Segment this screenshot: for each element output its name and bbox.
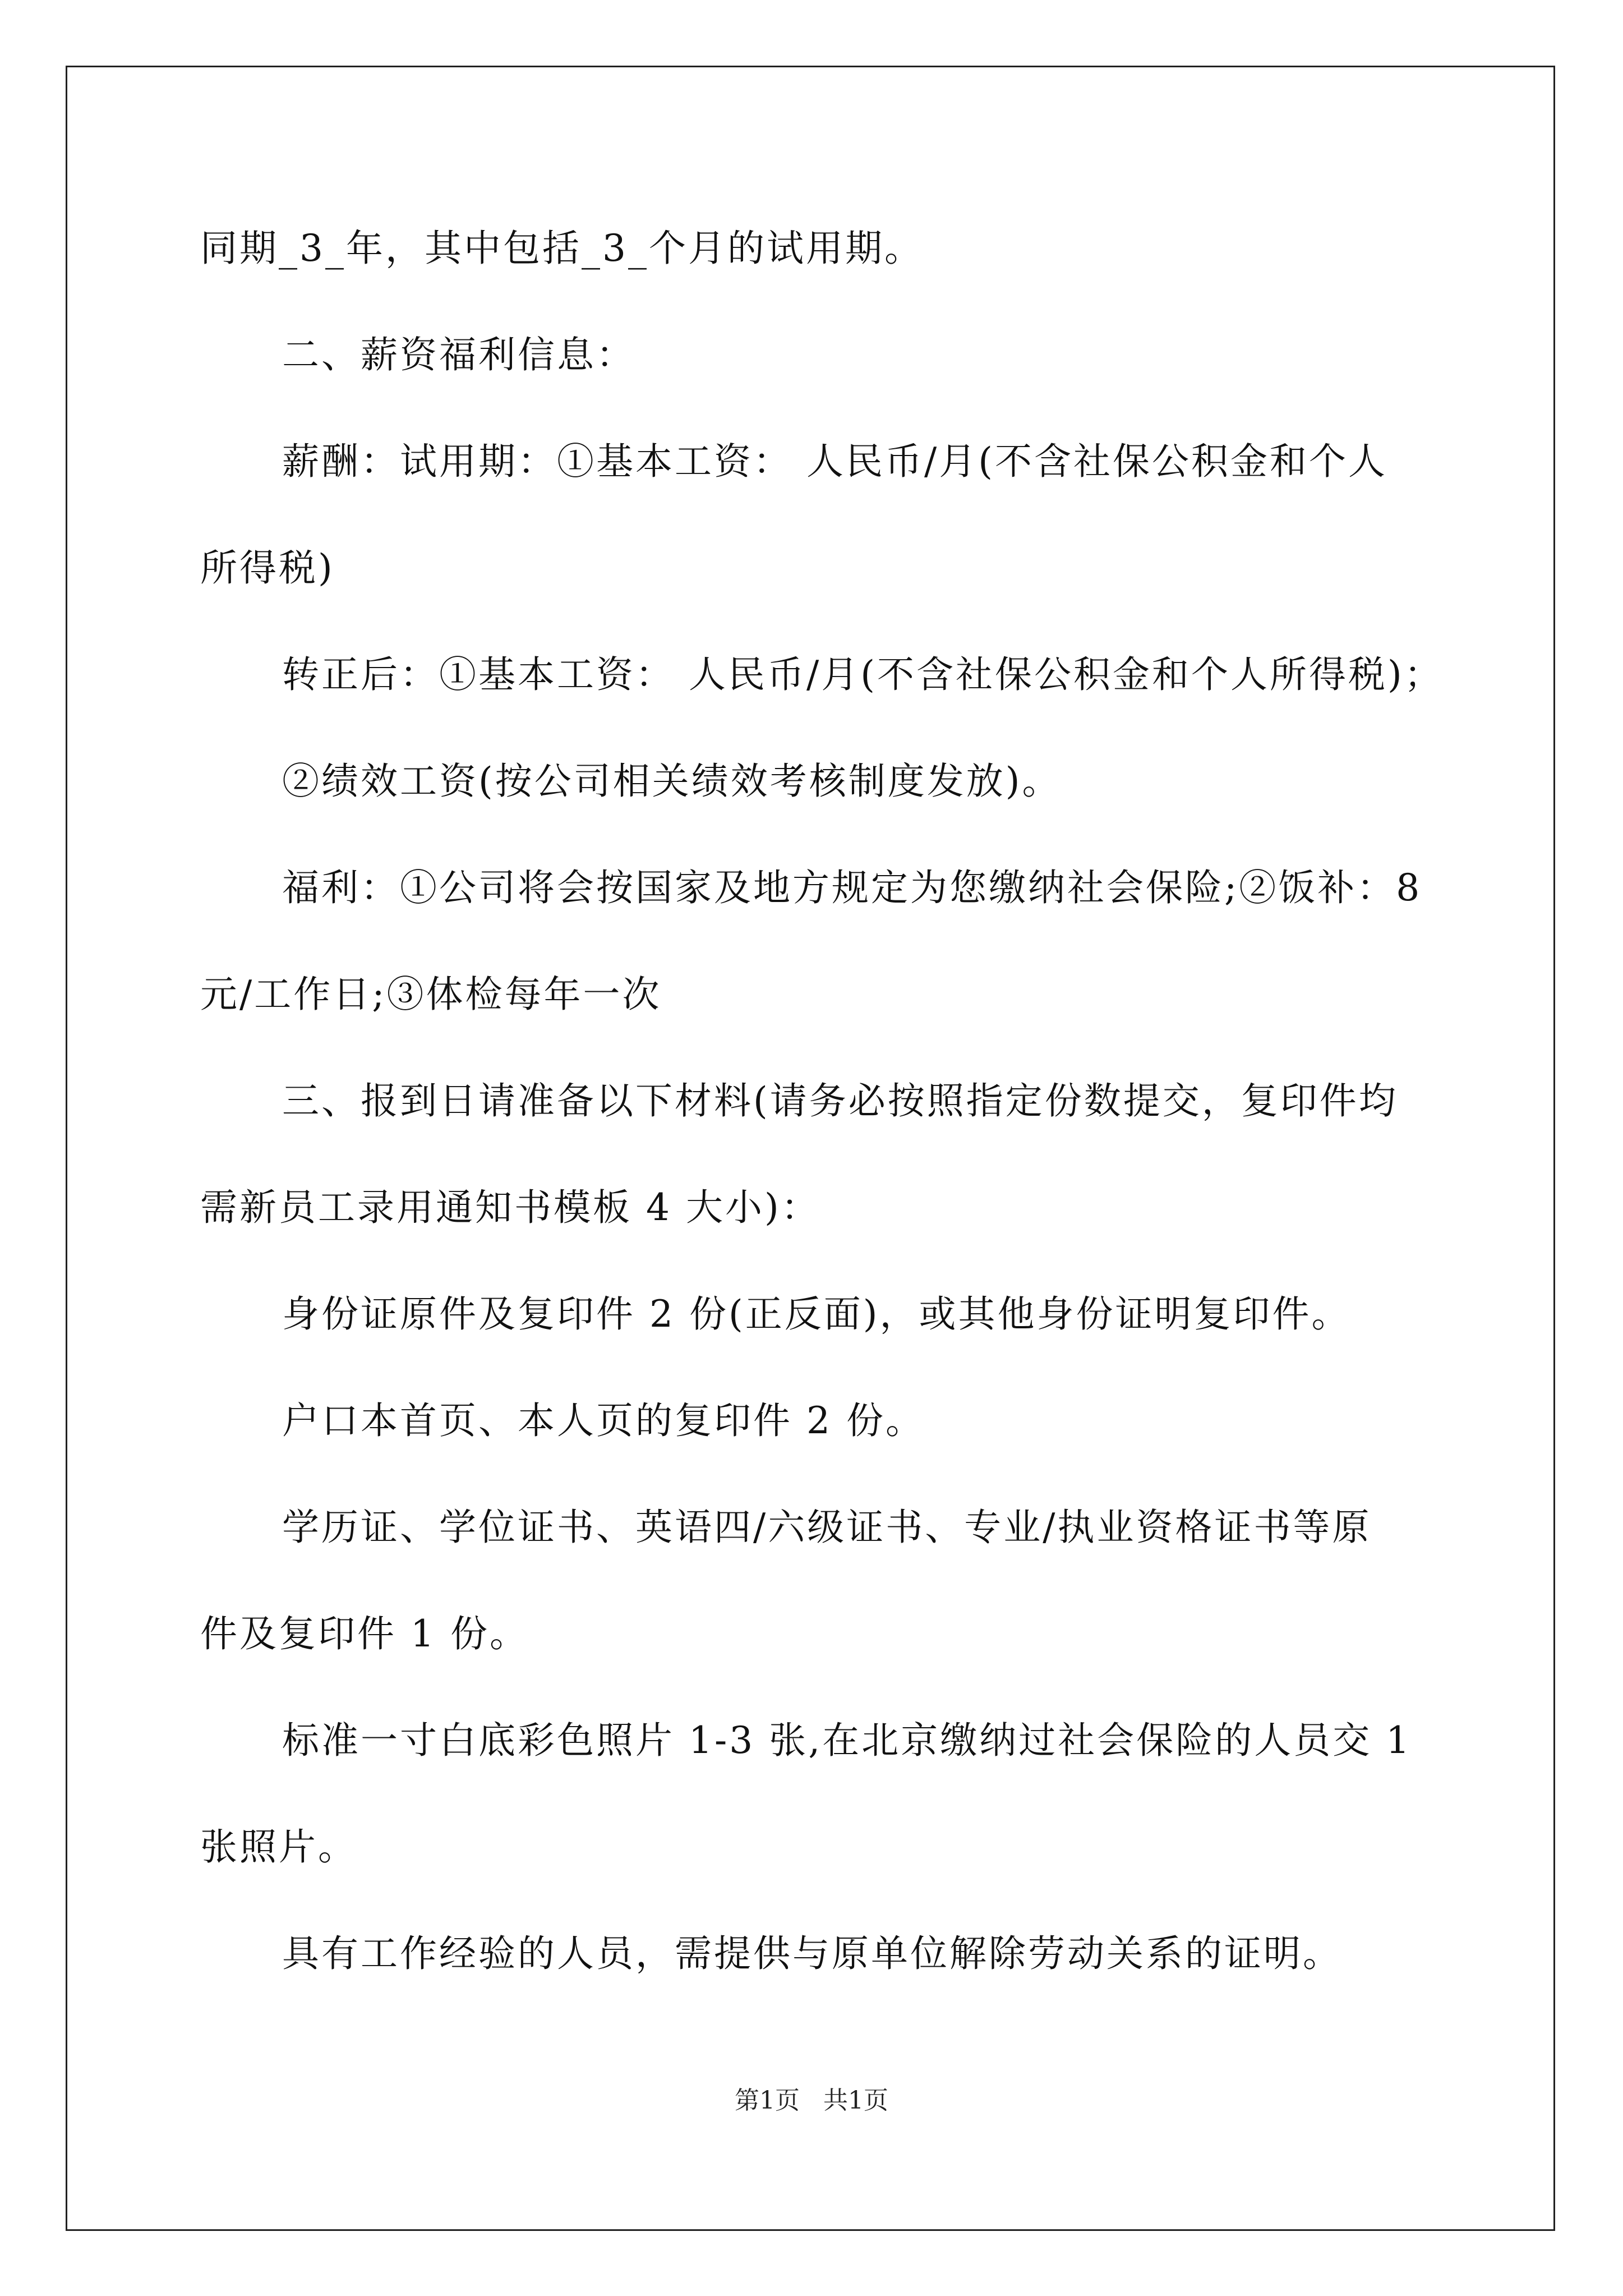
page-border bbox=[66, 66, 1555, 2231]
text-line: 具有工作经验的人员，需提供与原单位解除劳动关系的证明。 bbox=[282, 1932, 1342, 1975]
text-line: ②绩效工资(按公司相关绩效考核制度发放)。 bbox=[282, 760, 1062, 803]
text-line: 福利：①公司将会按国家及地方规定为您缴纳社会保险;②饭补：8 bbox=[282, 866, 1422, 909]
text-line: 标准一寸白底彩色照片 1-3 张,在北京缴纳过社会保险的人员交 1 bbox=[282, 1719, 1412, 1762]
text-line: 需新员工录用通知书模板 4 大小)： bbox=[200, 1186, 820, 1229]
text-line: 身份证原件及复印件 2 份(正反面)，或其他身份证明复印件。 bbox=[282, 1292, 1351, 1336]
text-line: 户口本首页、本人页的复印件 2 份。 bbox=[282, 1399, 925, 1442]
page-number: 第1页 共1页 bbox=[735, 2086, 888, 2115]
text-line: 转正后：①基本工资： 人民币/月(不含社保公积金和个人所得税)； bbox=[282, 653, 1444, 696]
text-line: 件及复印件 1 份。 bbox=[200, 1612, 529, 1655]
text-line: 同期_3_年，其中包括_3_个月的试用期。 bbox=[200, 227, 924, 270]
section-heading-salary: 二、薪资福利信息： bbox=[282, 333, 635, 376]
text-line: 薪酬：试用期：①基本工资： 人民币/月(不含社保公积金和个人 bbox=[282, 440, 1387, 483]
text-line: 所得税) bbox=[200, 546, 335, 590]
text-line: 张照片。 bbox=[200, 1825, 357, 1869]
section-heading-materials: 三、报到日请准备以下材料(请务必按照指定份数提交，复印件均 bbox=[282, 1079, 1398, 1122]
text-line: 学历证、学位证书、英语四/六级证书、专业/执业资格证书等原 bbox=[282, 1506, 1372, 1549]
text-line: 元/工作日;③体检每年一次 bbox=[200, 973, 662, 1016]
